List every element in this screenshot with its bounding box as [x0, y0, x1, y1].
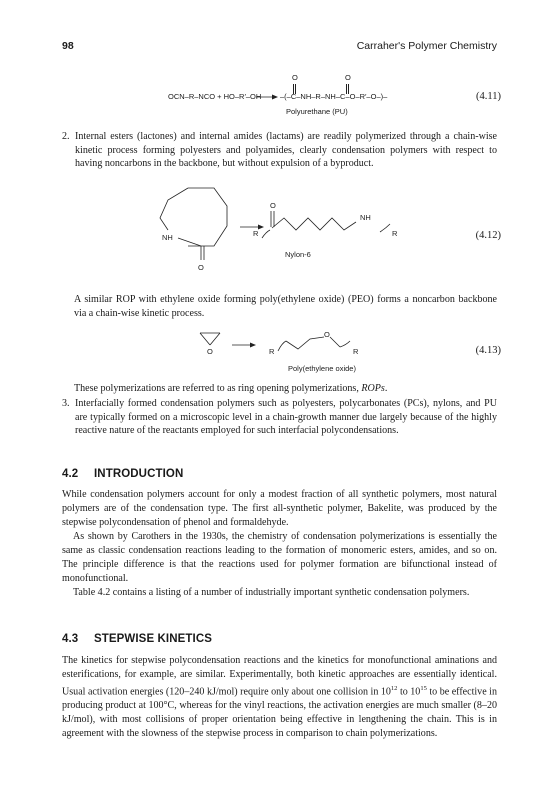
list-text: Internal esters (lactones) and internal amides (lactams) are readily polymerized through a chain-wise kinetic process forming polyesters and polyamides, clearly condensation polymers with respect to having noncarbons in the backbone, but without expulsion of a byproduct. — [75, 131, 497, 170]
product-name: Poly(ethylene oxide) — [288, 364, 356, 373]
section-number: 4.3 — [62, 633, 79, 645]
section-heading-4-2 — [62, 468, 183, 480]
epoxide-oxygen-label: O — [207, 347, 213, 356]
paragraph-text: A similar ROP with ethylene oxide forming poly(ethylene oxide) (PEO) forms a noncarbon backbone via a chain-wise kinetic process. — [74, 294, 497, 319]
page-number: 98 — [62, 40, 74, 52]
reactants: OCN–R–NCO + HO–R′–OH — [168, 92, 262, 101]
ring-oxygen-label: O — [198, 263, 204, 272]
ring-nh-label: NH — [162, 233, 173, 242]
equation-number: (4.13) — [475, 345, 501, 356]
note-end: . — [384, 383, 388, 394]
book-title: Carraher's Polymer Chemistry — [356, 40, 497, 52]
list-text: Interfacially formed condensation polymers such as polyesters, polycarbonates (PCs), nylons, and PU are typically formed on a microscopic level in a chain-growth manner due largely because of the highly reactive nature of the reactants employed for such interfacial polycondensations. — [75, 398, 497, 437]
exponent: 12 — [390, 685, 398, 692]
paragraph-text: The kinetics for stepwise polycondensation reactions and the kinetics for monofunctional aminations and esterifications, for example, are similar. Experimentally, both kinetic approaches are essentially identical. Usual activation energies (120–240 kJ/mol) require only about one collision in 10 — [62, 655, 497, 698]
epoxide-ring — [200, 333, 220, 345]
carbonyl-oxygen-1: O — [292, 73, 298, 82]
paragraph-text: to 10 — [397, 686, 421, 698]
reaction-arrow — [256, 93, 278, 101]
chain-oxygen-label: O — [324, 330, 330, 339]
caprolactam-ring — [160, 188, 227, 260]
list-item-2 — [62, 130, 497, 171]
note-text: These polymerizations are referred to as ring opening polymerizations, — [74, 383, 362, 394]
exponent: 15 — [420, 685, 427, 692]
rops-term: ROPs — [361, 383, 385, 394]
carbonyl-o-label: O — [270, 201, 276, 210]
equation-4-11 — [168, 63, 428, 121]
running-head — [62, 40, 497, 56]
paragraph: Table 4.2 contains a listing of a number of industrially important synthetic condensation polymers. — [73, 587, 470, 598]
equation-4-13 — [190, 323, 390, 379]
reaction-arrow — [240, 225, 264, 230]
product-name: Nylon-6 — [285, 250, 311, 259]
equation-number: (4.11) — [476, 91, 501, 102]
section-4-3-body — [62, 654, 497, 741]
nh-label: NH — [360, 213, 371, 222]
carbonyl-oxygen-2: O — [345, 73, 351, 82]
section-title: STEPWISE KINETICS — [94, 633, 212, 645]
paragraph: As shown by Carothers in the 1930s, the chemistry of condensation polymerizations is essentially the same as classic condensation reactions leading to the formation of monomeric esters, amides, and so on. The principle difference is that the reactions used for polymer formation are bifunctional instead of monofunctional. — [62, 531, 497, 584]
section-4-2-body — [62, 488, 497, 600]
reaction-arrow — [232, 343, 256, 348]
section-number: 4.2 — [62, 468, 79, 480]
equation-number: (4.12) — [475, 230, 501, 241]
r-left-label: R — [269, 347, 275, 356]
list-number: 3. — [62, 398, 70, 409]
equation-4-12 — [150, 178, 410, 286]
rop-note — [74, 382, 497, 396]
paragraph: While condensation polymers account for only a modest fraction of all synthetic polymers, most natural polymers are of the condensation type. The first all-synthetic polymer, Bakelite, was produced by the stepwise polycondensation of phenol and formaldehyde. — [62, 489, 497, 528]
rop-paragraph — [74, 293, 497, 321]
section-title: INTRODUCTION — [94, 468, 184, 480]
product-name: Polyurethane (PU) — [286, 107, 348, 116]
r-right-label: R — [353, 347, 359, 356]
r-left-label: R — [253, 229, 259, 238]
list-number: 2. — [62, 131, 70, 142]
r-right-label: R — [392, 229, 398, 238]
product-formula: –(–C–NH–R–NH–C–O–R′–O–)– — [280, 92, 388, 101]
paragraph-text: to be effective in producing product at 100°C, whereas for the vinyl reactions, the activation energies are much smaller (8–20 kJ/mol), with most collisions of proper orientation being effective in lengthening the chain. This is in agreement with the slowness of the stepwise process in comparison to chain polymerizations. — [62, 686, 498, 740]
section-heading-4-3 — [62, 633, 212, 645]
peo-chain — [278, 337, 350, 351]
list-item-3 — [62, 397, 497, 438]
